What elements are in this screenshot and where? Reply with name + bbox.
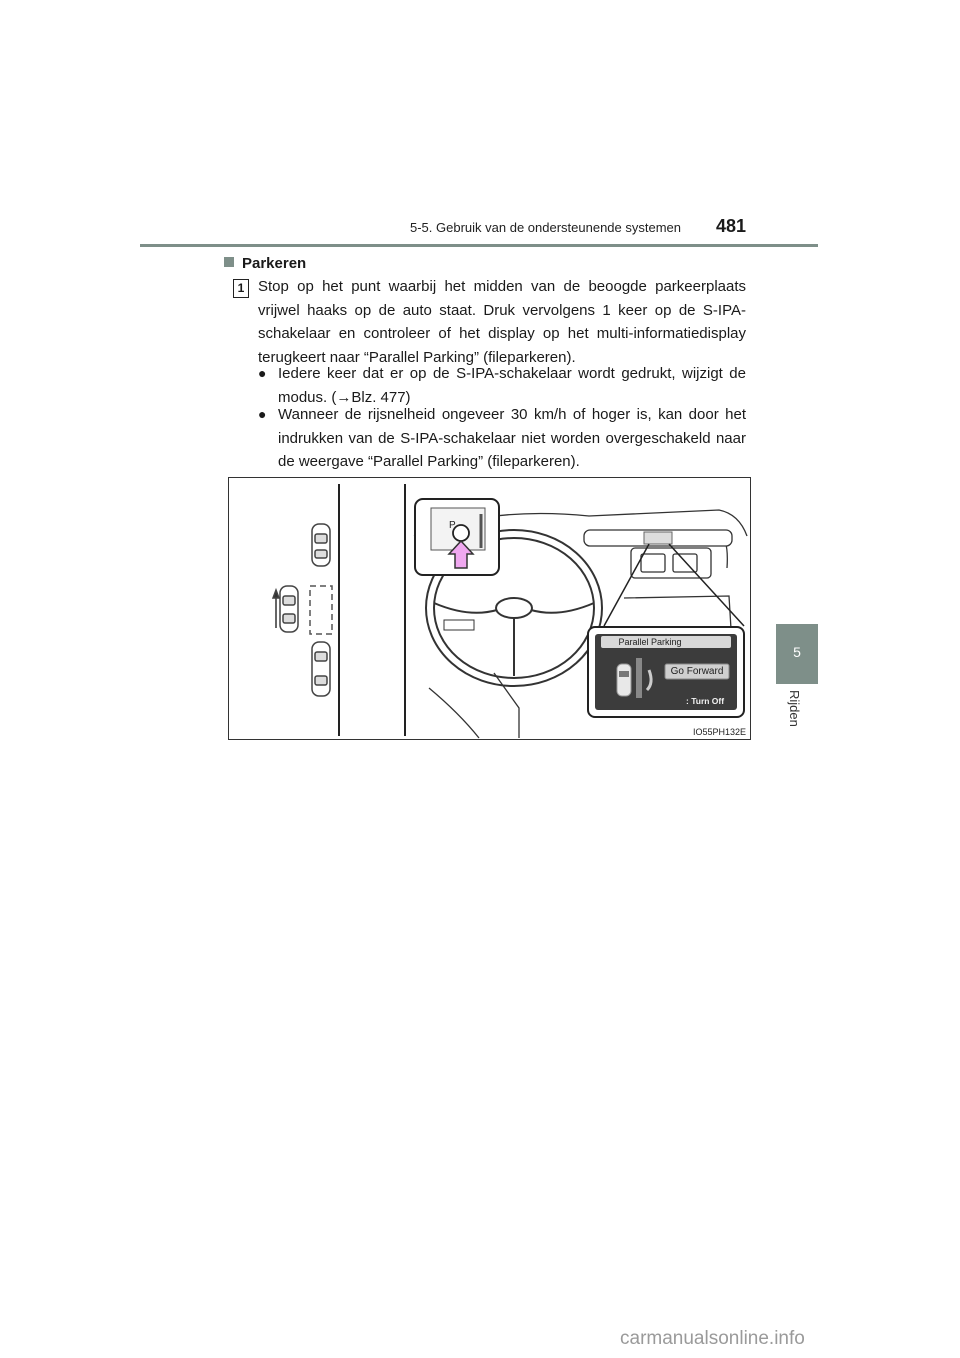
parked-car-bottom-icon [312, 642, 330, 696]
section-reference: 5-5. Gebruik van de ondersteunende systemen [410, 220, 682, 235]
page-number: 481 [716, 216, 747, 236]
parked-car-top-icon [312, 524, 330, 566]
bullet-text: Wanneer de rijsnelheid ongeveer 30 km/h of hoger is, kan door het indrukken van de S-IPA-schakelaar niet worden overgeschakeld naar de weergave “Parallel Parking” (fileparkeren). [278, 406, 746, 470]
dashboard-illustration [229, 478, 750, 739]
own-car-icon [273, 586, 298, 632]
watermark: carmanualsonline.info [620, 1328, 805, 1349]
heading-square-icon [224, 257, 234, 267]
heading-text: Parkeren [242, 255, 307, 272]
turn-off-hint: : Turn Off [686, 696, 725, 706]
illustration-figure [228, 477, 751, 740]
switch-letter: P [449, 520, 456, 531]
bullet-dot-icon: ● [258, 406, 267, 422]
bullet-dot-icon: ● [258, 365, 267, 381]
chapter-label [784, 690, 808, 750]
screen-title: Parallel Parking [618, 637, 682, 647]
chapter-label-text: Rijden [787, 690, 802, 727]
step-paragraph [258, 275, 746, 369]
target-space-icon [310, 586, 332, 634]
go-forward-label: Go Forward [670, 666, 724, 677]
bullet-item [258, 362, 746, 409]
step-number-badge: 1 [233, 279, 249, 298]
bullet-text: Iedere keer dat er op de S-IPA-schakelaar wordt gedrukt, wijzigt de modus. (→Blz. 477) [278, 365, 746, 406]
section-heading [224, 255, 306, 272]
bullet-item [258, 403, 746, 474]
steering-switch-icon [444, 620, 474, 630]
chapter-tab: 5 [776, 624, 818, 684]
figure-code: IO55PH132E [692, 727, 746, 737]
header-rule [140, 244, 818, 247]
step-text: Stop op het punt waarbij het midden van de beoogde parkeerplaats vrijwel haaks op de auto staat. Druk vervolgens 1 keer op de S-IPA-schakelaar en controleer of het display op het multi-informatiedisplay terugkeert naar “Parallel Parking” (fileparkeren). [258, 278, 746, 366]
